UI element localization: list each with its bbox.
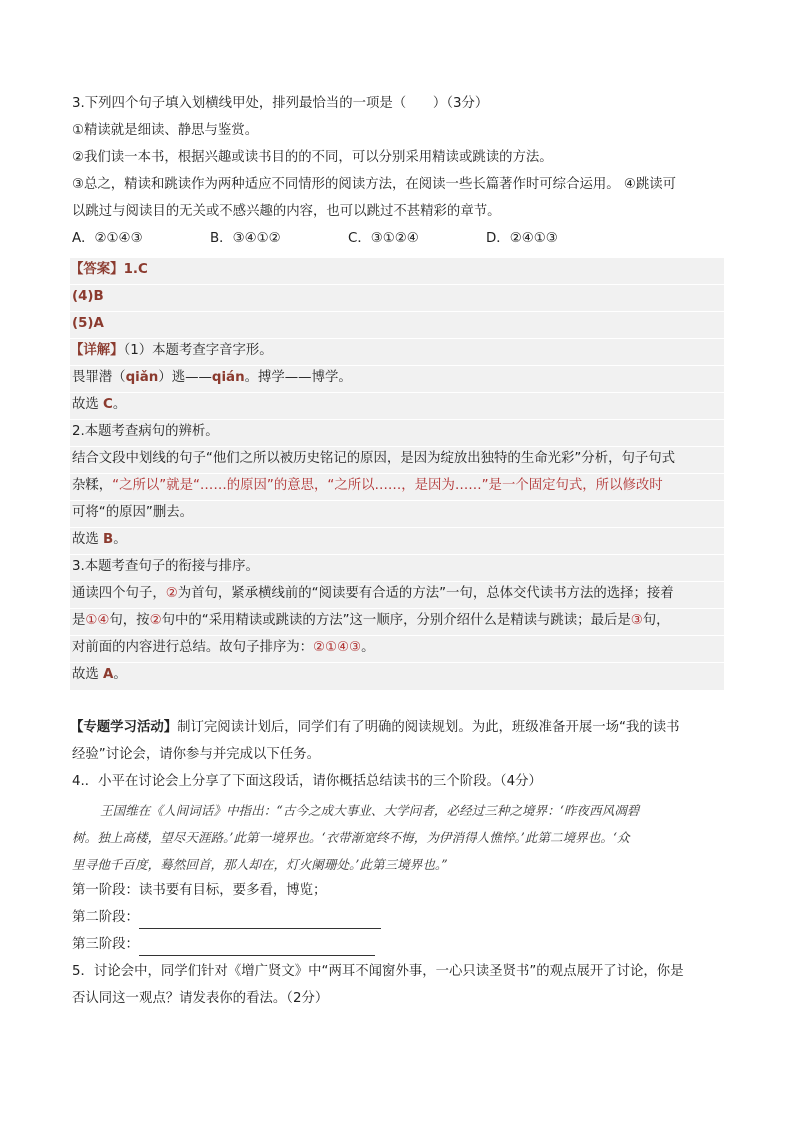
q3-sentence-1: ①精读就是细读、静思与鉴赏。 [72, 123, 259, 138]
stage-3-answer-blank[interactable] [139, 939, 375, 956]
q3-sentence-3-cont: 以跳过与阅读目的无关或不感兴趣的内容，也可以跳过不甚精彩的章节。 [72, 204, 501, 219]
detail-1-conclusion: 故选 C。 [72, 397, 127, 412]
q4-quote-line-2: 树。独上高楼，望尽天涯路。’此第一境界也。‘衣带渐宽终不悔，为伊消得人憔悴。’此第二境界也。‘众 [72, 830, 630, 845]
answer-line-1: 【答案】1.C [70, 262, 148, 277]
answer-line-2: (4)B [72, 289, 104, 304]
detail-2-title: 2.本题考查病句的辨析。 [72, 424, 219, 439]
q4-stem: 4.．小平在讨论会上分享了下面这段话，请你概括总结读书的三个阶段。（4分） [72, 774, 542, 789]
q4-stage-3: 第三阶段： [72, 934, 375, 956]
activity-line-1: 【专题学习活动】制订完阅读计划后，同学们有了明确的阅读规划。为此，班级准备开展一场“我的读书 [70, 720, 680, 735]
detail-2-line-3: 可将“的原因”删去。 [72, 505, 193, 520]
stage-2-answer-blank[interactable] [139, 912, 381, 929]
detail-3-conclusion: 故选 A。 [72, 667, 127, 682]
q3-stem: 3.下列四个句子填入划横线甲处，排列最恰当的一项是（ ）（3分） [72, 96, 489, 111]
detail-2-line-1: 结合文段中划线的句子“他们之所以被历史铭记的原因，是因为绽放出独特的生命光彩”分析，句子句式 [72, 451, 676, 466]
detail-3-line-2: 是①④句，按②句中的“采用精读或跳读的方法”这一顺序，分别介绍什么是精读与跳读；最后是③句， [72, 613, 670, 628]
q4-stage-1: 第一阶段：读书要有目标，要多看，博览； [72, 883, 327, 898]
option-a: A．②①④③ [72, 231, 143, 246]
detail-1-text: 畏罪潜（qiǎn）逃——qián。搏学——博学。 [72, 370, 352, 385]
detail-3-title: 3.本题考查句子的衔接与排序。 [72, 559, 259, 574]
option-c: C．③①②④ [348, 231, 419, 246]
detail-3-line-1: 通读四个句子，②为首句，紧承横线前的“阅读要有合适的方法”一句，总体交代读书方法的选择；接着 [72, 586, 674, 601]
option-d: D．②④①③ [486, 231, 558, 246]
detail-3-line-3: 对前面的内容进行总结。故句子排序为：②①④③。 [72, 640, 375, 655]
detail-title: 【详解】（1）本题考查字音字形。 [70, 343, 273, 358]
detail-2-line-2: 杂糅，“之所以”就是“……的原因”的意思，“之所以……，是因为……”是一个固定句式，所以修改时 [72, 478, 663, 493]
q5-line-1: 5．讨论会中，同学们针对《增广贤文》中“两耳不闻窗外事，一心只读圣贤书”的观点展开了讨论，你是 [72, 964, 684, 979]
option-b: B．③④①② [210, 231, 281, 246]
q4-quote-line-1: 王国维在《人间词话》中指出：“古今之成大事业、大学问者，必经过三种之境界：‘昨夜西风凋碧 [100, 803, 640, 818]
q3-sentence-3: ③总之，精读和跳读作为两种适应不同情形的阅读方法，在阅读一些长篇著作时可综合运用。 ④跳读可 [72, 177, 677, 192]
q4-stage-2: 第二阶段： [72, 907, 381, 929]
q3-options [72, 228, 558, 250]
activity-line-2: 经验”讨论会，请你参与并完成以下任务。 [72, 747, 320, 762]
detail-2-conclusion: 故选 B。 [72, 532, 127, 547]
q3-sentence-2: ②我们读一本书，根据兴趣或读书目的的不同，可以分别采用精读或跳读的方法。 [72, 150, 553, 165]
q5-line-2: 否认同这一观点？请发表你的看法。（2分） [72, 991, 329, 1006]
answer-line-3: (5)A [72, 316, 104, 331]
q4-quote-line-3: 里寻他千百度，蓦然回首，那人却在，灯火阑珊处。’此第三境界也。” [72, 857, 448, 872]
